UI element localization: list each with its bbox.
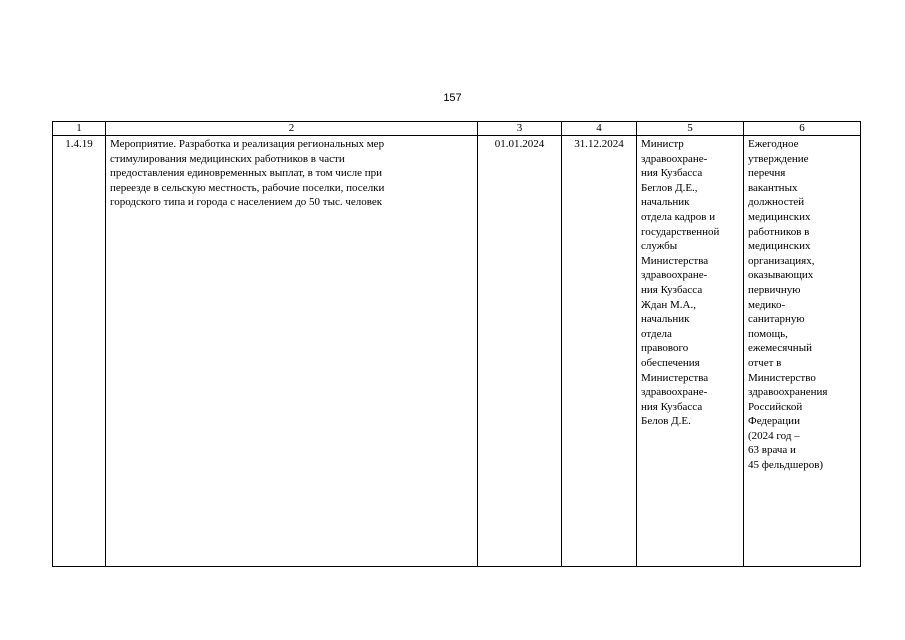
- responsible-line: Беглов Д.Е.,: [641, 181, 698, 194]
- result-line: медико-: [748, 298, 786, 311]
- description-line: предоставления единовременных выплат, в том числе при: [110, 167, 382, 180]
- responsible-line: ния Кузбасса: [641, 400, 703, 413]
- result-line: должностей: [748, 196, 805, 209]
- responsible-line: здравоохране-: [641, 269, 708, 282]
- result-line: 45 фельдшеров): [748, 459, 824, 472]
- responsible-line: здравоохране-: [641, 386, 708, 399]
- result-line: ежемесячный: [748, 342, 812, 355]
- description-line: переезде в сельскую местность, рабочие поселки, поселки: [110, 181, 385, 194]
- responsible-line: правового: [641, 342, 689, 355]
- responsible-line: отдела: [641, 327, 672, 340]
- responsible-line: ния Кузбасса: [641, 167, 703, 180]
- responsible-line: ния Кузбасса: [641, 283, 703, 296]
- result-line: здравоохранения: [748, 386, 828, 399]
- result-line: 63 врача и: [748, 444, 796, 457]
- responsible-line: службы: [641, 240, 678, 253]
- result-line: вакантных: [748, 181, 798, 194]
- result-line: оказывающих: [748, 269, 814, 282]
- result-line: помощь,: [748, 327, 788, 340]
- column-header-5: 5: [637, 122, 744, 136]
- result-line: отчет в: [748, 356, 782, 369]
- row-number-cell: 1.4.19: [53, 136, 106, 567]
- result-line: утверждение: [748, 152, 809, 165]
- description-cell: [106, 136, 478, 567]
- table-row: [53, 136, 861, 567]
- result-line: работников в: [748, 225, 810, 238]
- end-date-cell: 31.12.2024: [562, 136, 637, 567]
- responsible-line: Министр: [641, 138, 684, 150]
- result-line: Ежегодное: [748, 138, 799, 150]
- responsible-line: Министерства: [641, 371, 709, 384]
- responsible-line: отдела кадров и: [641, 210, 716, 223]
- start-date-cell: 01.01.2024: [478, 136, 562, 567]
- description-line: стимулирования медицинских работников в части: [110, 152, 345, 165]
- result-line: Российской: [748, 400, 803, 413]
- result-line: Министерство: [748, 371, 816, 384]
- responsible-line: Ждан М.А.,: [641, 298, 696, 311]
- column-header-4: 4: [562, 122, 637, 136]
- result-line: перечня: [748, 167, 786, 180]
- responsible-line: начальник: [641, 313, 690, 326]
- responsible-line: государственной: [641, 225, 720, 238]
- responsible-line: здравоохране-: [641, 152, 708, 165]
- result-line: санитарную: [748, 313, 805, 326]
- description-line: Мероприятие. Разработка и реализация региональных мер: [110, 138, 385, 150]
- description-line: городского типа и города с населением до 50 тыс. человек: [110, 196, 383, 209]
- responsible-line: начальник: [641, 196, 690, 209]
- result-line: Федерации: [748, 415, 800, 428]
- result-line: первичную: [748, 283, 801, 296]
- column-number-row: [53, 122, 861, 136]
- result-line: медицинских: [748, 240, 811, 253]
- column-header-3: 3: [478, 122, 562, 136]
- measures-table: [52, 121, 861, 567]
- column-header-1: 1: [53, 122, 106, 136]
- page-number: 157: [443, 92, 462, 104]
- responsible-line: Белов Д.Е.: [641, 415, 691, 428]
- responsible-line: Министерства: [641, 254, 709, 267]
- responsible-line: обеспечения: [641, 356, 700, 369]
- result-cell: [744, 136, 861, 567]
- column-header-6: 6: [744, 122, 861, 136]
- result-line: (2024 год –: [748, 429, 800, 442]
- column-header-2: 2: [106, 122, 478, 136]
- result-line: медицинских: [748, 210, 811, 223]
- result-line: организациях,: [748, 254, 815, 267]
- responsible-cell: [637, 136, 744, 567]
